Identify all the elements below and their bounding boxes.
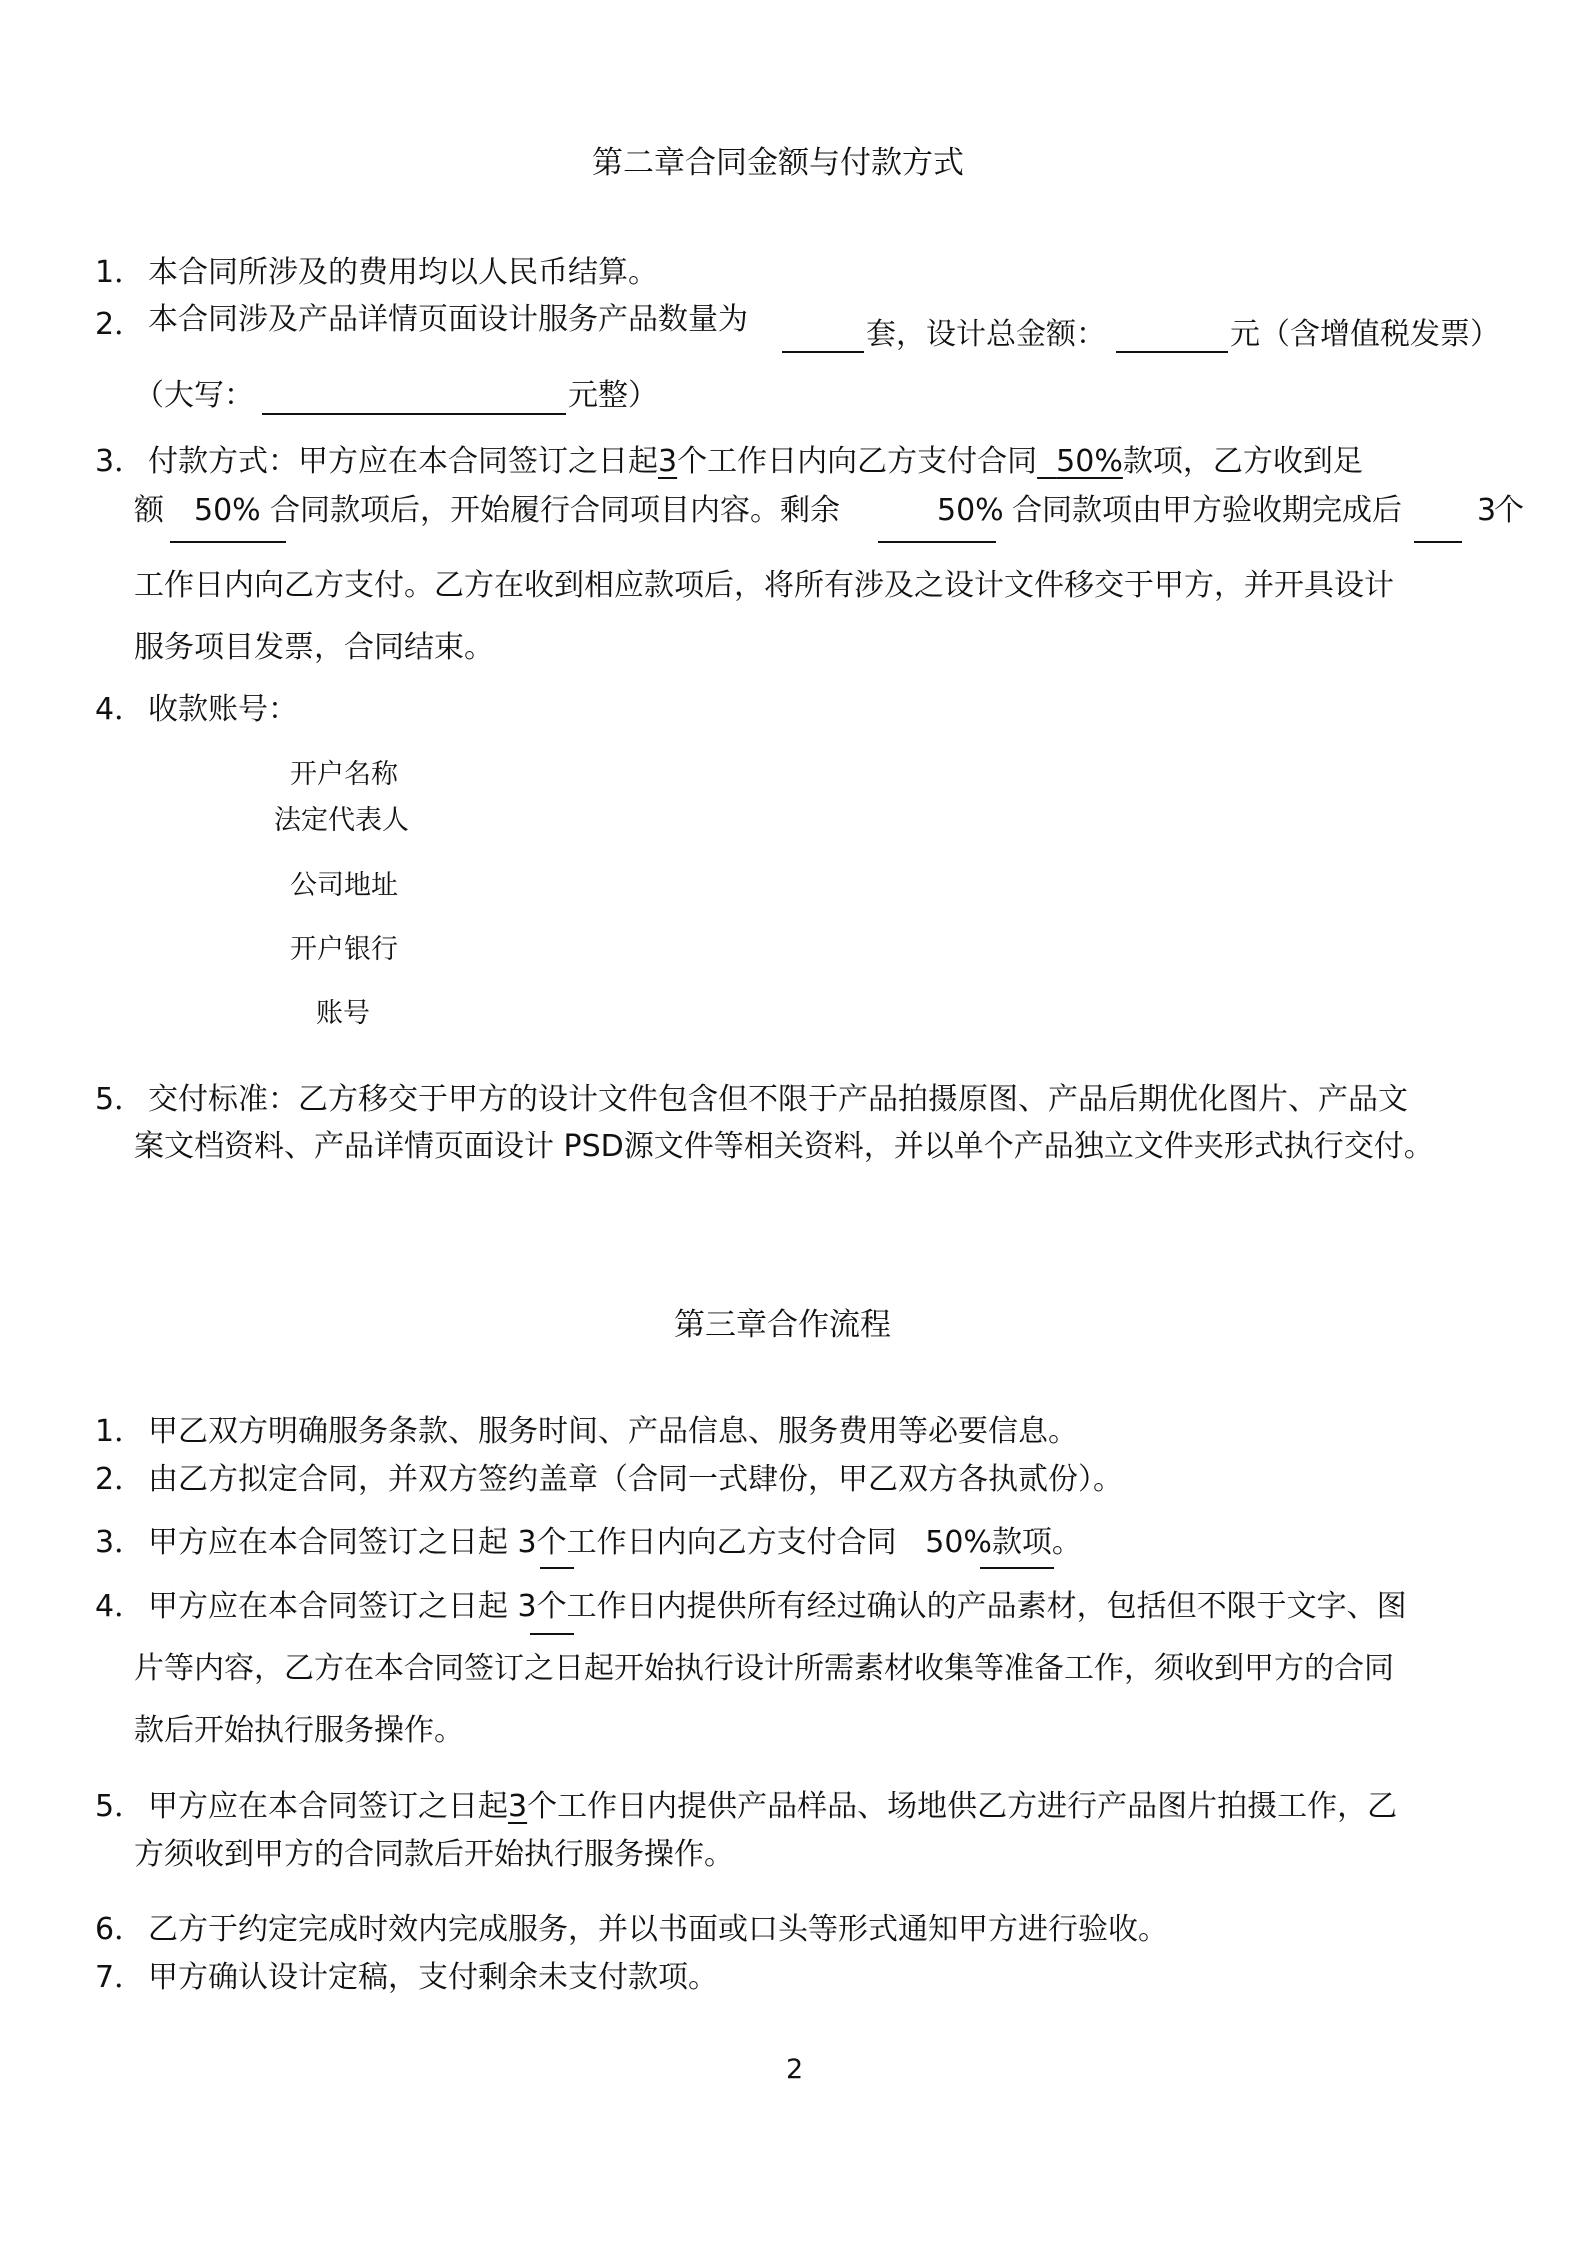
c2-item4-text: 收款账号： [148, 692, 298, 727]
c3-item2-number: 2． [95, 1462, 145, 1497]
c2-item3-line2-b: 合同款项后，开始履行合同项目内容。剩余 [270, 493, 840, 528]
c2-item3-line3: 工作日内向乙方支付。乙方在收到相应款项后，将所有涉及之设计文件移交于甲方，并开具设计 [134, 568, 1394, 603]
c2-item1-text: 本合同所涉及的费用均以人民币结算。 [148, 255, 658, 290]
c2-item2-text-b: 套，设计总金额： [866, 317, 1106, 352]
c3-item1-number: 1． [95, 1414, 145, 1449]
c2-quantity-blank [782, 351, 864, 353]
account-field-legal-rep: 法定代表人 [274, 805, 409, 836]
c3-item7-text: 甲方确认设计定稿，支付剩余未支付款项。 [148, 1960, 718, 1995]
account-field-number: 账号 [316, 998, 370, 1029]
c3-item3-days-blank [540, 1567, 574, 1569]
c2-amount-words-blank [262, 413, 566, 415]
c3-item1-text: 甲乙双方明确服务条款、服务时间、产品信息、服务费用等必要信息。 [148, 1414, 1078, 1449]
c3-item6-number: 6． [95, 1912, 145, 1947]
c2-item3-line2-c: 合同款项由甲方验收期完成后 [1012, 493, 1402, 528]
c2-item2-text-d: （大写： [134, 378, 254, 413]
c3-item5-line1: 甲方应在本合同签订之日起3个工作日内提供产品样品、场地供乙方进行产品图片拍摄工作，乙 [148, 1789, 1398, 1824]
c2-item2-text-a: 本合同涉及产品详情页面设计服务产品数量为 [148, 302, 748, 337]
account-field-name: 开户名称 [290, 759, 398, 790]
c2-item5-line1: 交付标准：乙方移交于甲方的设计文件包含但不限于产品拍摄原图、产品后期优化图片、产品文 [148, 1082, 1408, 1117]
c2-item3-blank-2 [878, 541, 996, 543]
c2-item3-line1: 付款方式：甲方应在本合同签订之日起3个工作日内向乙方支付合同 50%款项，乙方收到足 [148, 444, 1363, 479]
c3-item7-number: 7． [95, 1960, 145, 1995]
account-field-address: 公司地址 [290, 870, 398, 901]
page-number: 2 [786, 2054, 804, 2085]
c3-item3-pct-blank [980, 1567, 1054, 1569]
c2-amount-blank [1116, 351, 1228, 353]
c3-item4-number: 4． [95, 1589, 145, 1624]
c3-item5-number: 5． [95, 1789, 145, 1824]
c2-item3-line2-d: 个 [1494, 493, 1524, 528]
c2-item3-blank-1 [170, 541, 286, 543]
c2-item3-number: 3． [95, 444, 145, 479]
c2-item3-line2-pct2: 50% [937, 493, 1004, 528]
c2-item3-line2-days: 3 [1477, 493, 1497, 528]
c3-item6-text: 乙方于约定完成时效内完成服务，并以书面或口头等形式通知甲方进行验收。 [148, 1912, 1168, 1947]
chapter3-title: 第三章合作流程 [674, 1307, 891, 1343]
c3-item3-text: 甲方应在本合同签订之日起 3个工作日内向乙方支付合同 50%款项。 [148, 1525, 1082, 1560]
c2-item5-number: 5． [95, 1082, 145, 1117]
c2-item1-number: 1． [95, 255, 145, 290]
c2-item3-line2-a: 额 [134, 493, 164, 528]
c3-item4-line1: 甲方应在本合同签订之日起 3个工作日内提供所有经过确认的产品素材，包括但不限于文字、图 [148, 1589, 1407, 1624]
c3-item3-number: 3． [95, 1525, 145, 1560]
c2-item5-line2: 案文档资料、产品详情页面设计 PSD源文件等相关资料，并以单个产品独立文件夹形式执行交付。 [134, 1129, 1434, 1164]
c3-item4-line3: 款后开始执行服务操作。 [134, 1713, 464, 1748]
c2-item4-number: 4． [95, 692, 145, 727]
c2-item3-line4: 服务项目发票，合同结束。 [134, 630, 494, 665]
c3-item4-days-blank [530, 1633, 574, 1635]
c2-item2-text-c: 元（含增值税发票） [1230, 317, 1500, 352]
c2-item3-line2-pct1: 50% [194, 493, 261, 528]
c2-item2-text-e: 元整） [568, 378, 658, 413]
account-field-bank: 开户银行 [290, 934, 398, 965]
c2-item2-number: 2． [95, 307, 145, 342]
c3-item5-line2: 方须收到甲方的合同款后开始执行服务操作。 [134, 1837, 734, 1872]
c2-item3-blank-3 [1414, 541, 1462, 543]
c3-item2-text: 由乙方拟定合同，并双方签约盖章（合同一式肆份，甲乙双方各执贰份）。 [148, 1462, 1123, 1497]
chapter2-title: 第二章合同金额与付款方式 [592, 145, 964, 181]
c3-item4-line2: 片等内容，乙方在本合同签订之日起开始执行设计所需素材收集等准备工作，须收到甲方的合同 [134, 1651, 1394, 1686]
